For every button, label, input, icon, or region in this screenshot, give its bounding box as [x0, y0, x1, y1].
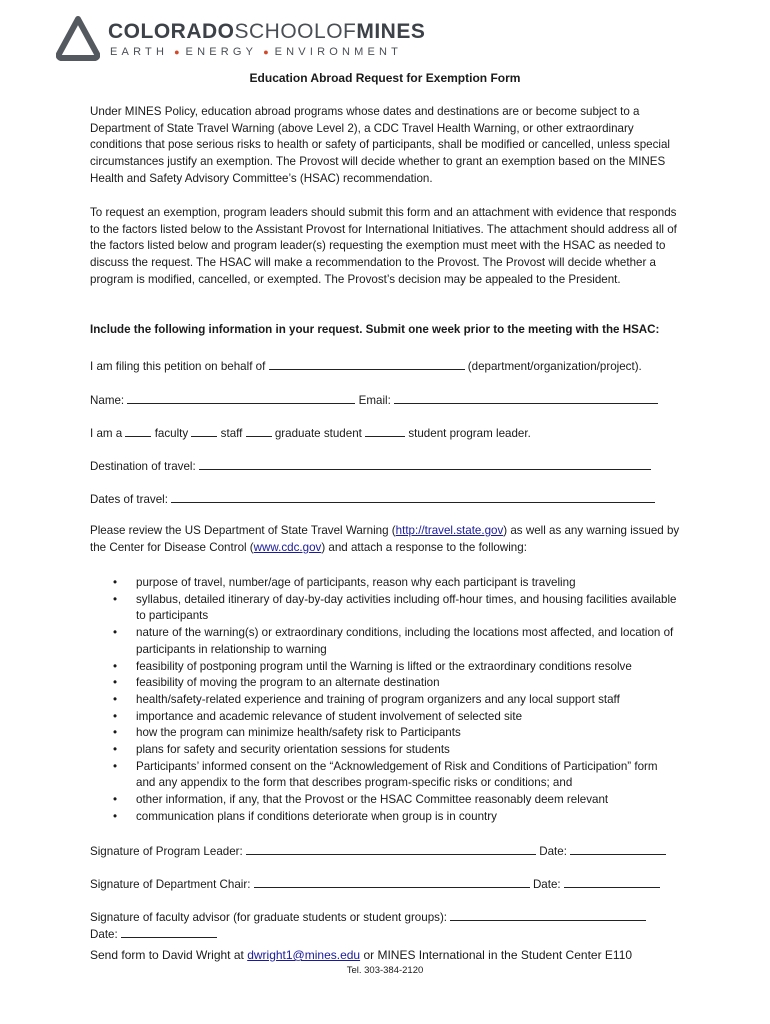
student-leader-checkbox-field[interactable] [365, 425, 405, 437]
graduate-student-checkbox-field[interactable] [246, 425, 272, 437]
list-item: • feasibility of postponing program until the Warning is lifted or the extraordinary conditions resolve [90, 659, 680, 676]
brand-name: COLORADOSCHOOLOFMINES [108, 20, 426, 43]
list-item: • Participants’ informed consent on the “Acknowledgement of Risk and Conditions of Participation” form and any appendix to the form that describes program-specific risks or conditions; and [90, 759, 680, 792]
name-email-line: Name: Email: [90, 392, 690, 409]
email-field[interactable] [394, 392, 658, 404]
department-chair-signature-line: Signature of Department Chair: Date: [90, 876, 690, 893]
list-item: • how the program can minimize health/safety risk to Participants [90, 725, 680, 742]
list-item: • feasibility of moving the program to an alternate destination [90, 675, 680, 692]
form-title: Education Abroad Request for Exemption Form [249, 71, 521, 85]
tagline-dot-icon: ● [174, 47, 180, 57]
list-item: • communication plans if conditions deteriorate when group is in country [90, 809, 680, 826]
department-chair-date-field[interactable] [564, 876, 660, 888]
email-link[interactable]: dwright1@mines.edu [247, 948, 361, 962]
program-leader-signature-line: Signature of Program Leader: Date: [90, 843, 690, 860]
staff-checkbox-field[interactable] [191, 425, 217, 437]
program-leader-date-field[interactable] [570, 843, 666, 855]
travel-state-gov-link[interactable]: http://travel.state.gov [395, 524, 504, 537]
send-form-line: Send form to David Wright at dwright1@mines.edu or MINES International in the Student Center E110 [90, 948, 633, 962]
name-field[interactable] [127, 392, 355, 404]
list-item: • nature of the warning(s) or extraordinary conditions, including the locations most affected, and location of participants in relationship to warning [90, 625, 680, 658]
mines-triangle-logo-icon [56, 16, 100, 62]
review-paragraph: Please review the US Department of State Travel Warning (http://travel.state.gov) as well as any warning issued by the Center for Disease Control (www.cdc.gov) and attach a response to the following: [90, 524, 680, 554]
destination-field[interactable] [199, 458, 651, 470]
instruction-text: Include the following information in your request. Submit one week prior to the meeting with the HSAC: [90, 323, 660, 336]
cdc-gov-link[interactable]: www.cdc.gov [253, 540, 322, 554]
program-leader-signature-field[interactable] [246, 843, 536, 855]
faculty-checkbox-field[interactable] [125, 425, 151, 437]
faculty-advisor-date-line: Date: [90, 926, 690, 943]
list-item: • importance and academic relevance of student involvement of selected site [90, 709, 680, 726]
telephone-number: Tel. 303-384-2120 [346, 965, 424, 976]
faculty-advisor-signature-line: Signature of faculty advisor (for graduate students or student groups): [90, 909, 690, 926]
dates-field[interactable] [171, 491, 655, 503]
intro-paragraph-request: To request an exemption, program leaders should submit this form and an attachment with evidence that responds to the factors listed below to the Assistant Provost for International Initiatives. The attachment should address all of the factors listed below and program leader(s) requesting the exemption must meet with the HSAC as needed to discuss the request. The HSAC will make a recommendation to the Provost. The Provost will decide whether a program is modified, cancelled, or exempted. The Provost’s decision may be appealed to the President. [90, 206, 677, 286]
brand-tagline: EARTH ● ENERGY ● ENVIRONMENT [110, 46, 403, 58]
petition-department-field[interactable] [269, 358, 465, 370]
petition-line: I am filing this petition on behalf of (department/organization/project). [90, 360, 642, 373]
list-item: • syllabus, detailed itinerary of day-by-day activities including off-hour times, and housing facilities available to participants [90, 592, 680, 625]
destination-line: Destination of travel: [90, 458, 690, 475]
factors-list [90, 575, 680, 826]
list-item: • purpose of travel, number/age of participants, reason why each participant is traveling [90, 575, 680, 592]
list-item: • health/safety-related experience and training of program organizers and any local support staff [90, 692, 680, 709]
role-line: I am a faculty staff graduate student student program leader. [90, 427, 531, 440]
faculty-advisor-signature-field[interactable] [450, 909, 646, 921]
department-chair-signature-field[interactable] [254, 876, 530, 888]
tagline-dot-icon: ● [263, 47, 269, 57]
list-item: • plans for safety and security orientation sessions for students [90, 742, 680, 759]
list-item: • other information, if any, that the Provost or the HSAC Committee reasonably deem relevant [90, 792, 680, 809]
dates-line: Dates of travel: [90, 491, 690, 508]
mines-logo [56, 16, 436, 64]
intro-paragraph-policy: Under MINES Policy, education abroad programs whose dates and destinations are or become subject to a Department of State Travel Warning (above Level 2), a CDC Travel Health Warning, or other extraordinary conditions that pose serious risks to health or safety of participants, shall be modified or cancelled, unless special circumstances justify an exemption. The Provost will decide whether to grant an exemption based on the MINES Health and Safety Advisory Committee’s (HSAC) recommendation. [90, 105, 670, 185]
faculty-advisor-date-field[interactable] [121, 926, 217, 938]
